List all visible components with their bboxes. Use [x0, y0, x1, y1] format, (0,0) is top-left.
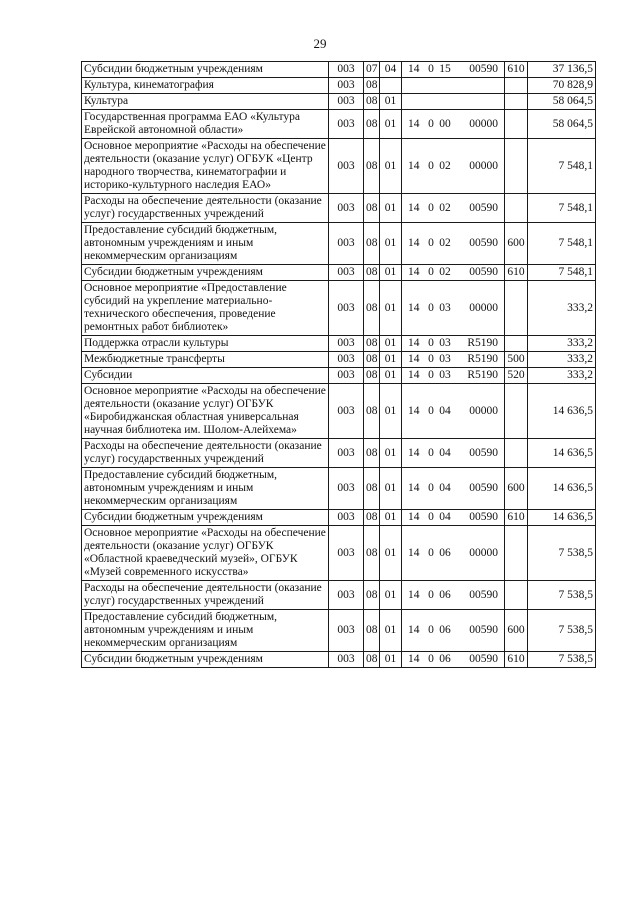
row-name-cell: Основное мероприятие «Предоставление субсидий на укрепление материально-технического обеспечения, проведение ремонтных работ библиотек» — [82, 281, 329, 336]
csr-part-p2: 0 — [428, 201, 434, 214]
csr-code — [404, 511, 502, 524]
row-gr-cell: 003 — [329, 510, 364, 526]
row-csr-cell — [402, 439, 505, 468]
row-gr-cell: 003 — [329, 439, 364, 468]
csr-part-p1: 14 — [408, 301, 420, 314]
csr-part-p4: R5190 — [467, 369, 498, 381]
row-vr-cell: 600 — [505, 610, 528, 652]
row-sum-cell: 70 828,9 — [528, 78, 596, 94]
csr-part-p3: 04 — [439, 511, 451, 523]
row-sum-cell: 14 636,5 — [528, 510, 596, 526]
table-row — [82, 94, 596, 110]
row-name-cell: Расходы на обеспечение деятельности (оказание услуг) государственных учреждений — [82, 439, 329, 468]
row-sum-cell: 7 538,5 — [528, 610, 596, 652]
csr-part-p3: 06 — [439, 624, 451, 636]
row-vr-cell — [505, 110, 528, 139]
csr-part-p1: 14 — [408, 446, 420, 459]
csr-part-p3: 06 — [439, 653, 451, 665]
csr-code — [404, 302, 502, 315]
csr-part-p2: 0 — [428, 266, 434, 278]
row-vr-cell: 610 — [505, 265, 528, 281]
csr-part-p2: 0 — [428, 446, 434, 459]
table-row — [82, 352, 596, 368]
row-sum-cell: 58 064,5 — [528, 94, 596, 110]
row-csr-cell — [402, 78, 505, 94]
csr-part-p4: 00000 — [469, 117, 498, 130]
row-sum-cell: 37 136,5 — [528, 62, 596, 78]
row-pr-cell: 01 — [380, 265, 402, 281]
csr-part-p1: 14 — [408, 117, 420, 130]
table-row — [82, 439, 596, 468]
row-vr-cell — [505, 526, 528, 581]
row-rz-cell: 08 — [364, 139, 380, 194]
row-pr-cell: 01 — [380, 352, 402, 368]
row-vr-cell — [505, 384, 528, 439]
row-vr-cell: 610 — [505, 510, 528, 526]
row-name-cell: Культура — [82, 94, 329, 110]
row-csr-cell — [402, 610, 505, 652]
row-vr-cell: 520 — [505, 368, 528, 384]
row-csr-cell — [402, 384, 505, 439]
csr-part-p2: 0 — [428, 588, 434, 601]
row-sum-cell: 333,2 — [528, 368, 596, 384]
csr-part-p4: 00590 — [469, 63, 498, 75]
row-name-cell: Предоставление субсидий бюджетным, автономным учреждениям и иным некоммерческим организациям — [82, 223, 329, 265]
table-row — [82, 281, 596, 336]
row-rz-cell: 08 — [364, 368, 380, 384]
csr-part-p2: 0 — [428, 301, 434, 314]
row-rz-cell: 08 — [364, 110, 380, 139]
row-csr-cell — [402, 581, 505, 610]
csr-code — [404, 237, 502, 250]
csr-part-p4: 00590 — [469, 237, 498, 249]
row-gr-cell: 003 — [329, 652, 364, 668]
row-rz-cell: 08 — [364, 194, 380, 223]
row-name-cell: Культура, кинематография — [82, 78, 329, 94]
csr-code — [404, 353, 502, 366]
row-gr-cell: 003 — [329, 223, 364, 265]
table-row — [82, 652, 596, 668]
csr-part-p3: 03 — [439, 369, 451, 381]
row-gr-cell: 003 — [329, 265, 364, 281]
csr-code — [404, 624, 502, 637]
csr-code — [404, 589, 502, 602]
row-rz-cell: 07 — [364, 62, 380, 78]
csr-part-p2: 0 — [428, 404, 434, 417]
row-sum-cell: 7 538,5 — [528, 526, 596, 581]
row-gr-cell: 003 — [329, 468, 364, 510]
row-csr-cell — [402, 94, 505, 110]
table-row — [82, 78, 596, 94]
table-row — [82, 510, 596, 526]
row-pr-cell: 01 — [380, 468, 402, 510]
csr-part-p4: 00590 — [469, 653, 498, 665]
row-rz-cell: 08 — [364, 336, 380, 352]
row-csr-cell — [402, 510, 505, 526]
row-csr-cell — [402, 194, 505, 223]
row-pr-cell: 01 — [380, 610, 402, 652]
row-csr-cell — [402, 223, 505, 265]
csr-part-p2: 0 — [428, 337, 434, 349]
row-sum-cell: 7 538,5 — [528, 581, 596, 610]
row-name-cell: Расходы на обеспечение деятельности (оказание услуг) государственных учреждений — [82, 194, 329, 223]
csr-part-p2: 0 — [428, 237, 434, 249]
csr-code — [404, 482, 502, 495]
row-pr-cell: 01 — [380, 194, 402, 223]
row-name-cell: Государственная программа ЕАО «Культура Еврейской автономной области» — [82, 110, 329, 139]
csr-part-p1: 14 — [408, 546, 420, 559]
csr-part-p2: 0 — [428, 624, 434, 636]
csr-code — [404, 369, 502, 382]
csr-part-p4: 00590 — [469, 588, 498, 601]
csr-part-p3: 03 — [439, 301, 451, 314]
row-rz-cell: 08 — [364, 581, 380, 610]
csr-code — [404, 160, 502, 173]
csr-part-p1: 14 — [408, 159, 420, 172]
csr-part-p2: 0 — [428, 482, 434, 494]
csr-part-p2: 0 — [428, 159, 434, 172]
row-pr-cell: 01 — [380, 510, 402, 526]
row-name-cell: Субсидии — [82, 368, 329, 384]
csr-part-p3: 06 — [439, 546, 451, 559]
row-pr-cell: 01 — [380, 139, 402, 194]
row-name-cell: Субсидии бюджетным учреждениям — [82, 510, 329, 526]
row-sum-cell: 58 064,5 — [528, 110, 596, 139]
table-row — [82, 110, 596, 139]
csr-part-p4: 00000 — [469, 159, 498, 172]
row-sum-cell: 7 548,1 — [528, 139, 596, 194]
row-gr-cell: 003 — [329, 526, 364, 581]
row-vr-cell: 600 — [505, 223, 528, 265]
csr-part-p3: 15 — [439, 63, 451, 75]
csr-part-p4: 00590 — [469, 201, 498, 214]
row-gr-cell: 003 — [329, 610, 364, 652]
csr-part-p4: 00000 — [469, 301, 498, 314]
row-vr-cell — [505, 194, 528, 223]
row-gr-cell: 003 — [329, 384, 364, 439]
csr-part-p3: 06 — [439, 588, 451, 601]
table-row — [82, 223, 596, 265]
csr-code — [404, 266, 502, 279]
row-gr-cell: 003 — [329, 336, 364, 352]
row-rz-cell: 08 — [364, 281, 380, 336]
row-sum-cell: 333,2 — [528, 281, 596, 336]
row-pr-cell: 01 — [380, 223, 402, 265]
row-pr-cell: 01 — [380, 368, 402, 384]
csr-part-p2: 0 — [428, 546, 434, 559]
row-pr-cell: 01 — [380, 384, 402, 439]
csr-part-p3: 02 — [439, 159, 451, 172]
csr-part-p3: 04 — [439, 482, 451, 494]
row-gr-cell: 003 — [329, 110, 364, 139]
row-pr-cell: 01 — [380, 526, 402, 581]
row-sum-cell: 333,2 — [528, 352, 596, 368]
row-gr-cell: 003 — [329, 281, 364, 336]
csr-part-p4: 00590 — [469, 266, 498, 278]
table-row — [82, 581, 596, 610]
table-row — [82, 384, 596, 439]
row-name-cell: Основное мероприятие «Расходы на обеспечение деятельности (оказание услуг) ОГБУК «Биробиджанская областная универсальная научная библиотека им. Шолом-Алейхема» — [82, 384, 329, 439]
row-vr-cell — [505, 439, 528, 468]
csr-part-p1: 14 — [408, 653, 420, 665]
csr-part-p4: 00590 — [469, 511, 498, 523]
table-row — [82, 139, 596, 194]
row-pr-cell: 01 — [380, 336, 402, 352]
row-csr-cell — [402, 652, 505, 668]
row-gr-cell: 003 — [329, 352, 364, 368]
row-rz-cell: 08 — [364, 265, 380, 281]
csr-part-p1: 14 — [408, 353, 420, 365]
csr-part-p3: 03 — [439, 353, 451, 365]
row-vr-cell — [505, 581, 528, 610]
csr-part-p1: 14 — [408, 624, 420, 636]
row-csr-cell — [402, 281, 505, 336]
row-name-cell: Субсидии бюджетным учреждениям — [82, 62, 329, 78]
row-name-cell: Предоставление субсидий бюджетным, автономным учреждениям и иным некоммерческим организациям — [82, 610, 329, 652]
row-rz-cell: 08 — [364, 652, 380, 668]
row-vr-cell — [505, 281, 528, 336]
row-csr-cell — [402, 265, 505, 281]
row-gr-cell: 003 — [329, 139, 364, 194]
row-vr-cell: 500 — [505, 352, 528, 368]
csr-part-p1: 14 — [408, 369, 420, 381]
row-vr-cell — [505, 94, 528, 110]
csr-code — [404, 547, 502, 560]
row-rz-cell: 08 — [364, 468, 380, 510]
row-name-cell: Расходы на обеспечение деятельности (оказание услуг) государственных учреждений — [82, 581, 329, 610]
row-pr-cell — [380, 78, 402, 94]
csr-part-p1: 14 — [408, 404, 420, 417]
csr-code — [404, 337, 502, 350]
table-row — [82, 336, 596, 352]
row-name-cell: Основное мероприятие «Расходы на обеспечение деятельности (оказание услуг) ОГБУК «Центр народного творчества, кинематографии и историко-культурного наследия ЕАО» — [82, 139, 329, 194]
csr-part-p2: 0 — [428, 369, 434, 381]
csr-part-p1: 14 — [408, 511, 420, 523]
csr-code — [404, 653, 502, 666]
budget-table — [81, 61, 596, 668]
row-vr-cell: 600 — [505, 468, 528, 510]
csr-part-p3: 00 — [439, 117, 451, 130]
csr-part-p2: 0 — [428, 653, 434, 665]
csr-part-p3: 04 — [439, 404, 451, 417]
row-csr-cell — [402, 468, 505, 510]
row-name-cell: Предоставление субсидий бюджетным, автономным учреждениям и иным некоммерческим организациям — [82, 468, 329, 510]
row-gr-cell: 003 — [329, 581, 364, 610]
row-sum-cell: 7 548,1 — [528, 223, 596, 265]
row-rz-cell: 08 — [364, 384, 380, 439]
row-name-cell: Поддержка отрасли культуры — [82, 336, 329, 352]
csr-part-p1: 14 — [408, 482, 420, 494]
csr-code — [404, 118, 502, 131]
csr-part-p4: R5190 — [467, 353, 498, 365]
row-csr-cell — [402, 352, 505, 368]
row-name-cell: Субсидии бюджетным учреждениям — [82, 652, 329, 668]
row-vr-cell: 610 — [505, 652, 528, 668]
row-rz-cell: 08 — [364, 94, 380, 110]
row-rz-cell: 08 — [364, 439, 380, 468]
row-sum-cell: 7 548,1 — [528, 194, 596, 223]
row-pr-cell: 01 — [380, 281, 402, 336]
csr-part-p2: 0 — [428, 511, 434, 523]
csr-part-p4: R5190 — [467, 337, 498, 349]
csr-part-p2: 0 — [428, 117, 434, 130]
row-gr-cell: 003 — [329, 194, 364, 223]
row-gr-cell: 003 — [329, 94, 364, 110]
table-row — [82, 468, 596, 510]
row-csr-cell — [402, 110, 505, 139]
csr-part-p4: 00000 — [469, 404, 498, 417]
csr-part-p4: 00590 — [469, 482, 498, 494]
csr-code — [404, 447, 502, 460]
row-csr-cell — [402, 62, 505, 78]
row-sum-cell: 14 636,5 — [528, 468, 596, 510]
table-row — [82, 62, 596, 78]
row-sum-cell: 14 636,5 — [528, 439, 596, 468]
csr-part-p3: 03 — [439, 337, 451, 349]
csr-part-p2: 0 — [428, 63, 434, 75]
row-sum-cell: 7 548,1 — [528, 265, 596, 281]
csr-part-p1: 14 — [408, 337, 420, 349]
row-pr-cell: 04 — [380, 62, 402, 78]
row-rz-cell: 08 — [364, 223, 380, 265]
row-pr-cell: 01 — [380, 581, 402, 610]
row-csr-cell — [402, 139, 505, 194]
row-gr-cell: 003 — [329, 368, 364, 384]
csr-part-p4: 00590 — [469, 446, 498, 459]
row-rz-cell: 08 — [364, 352, 380, 368]
table-row — [82, 610, 596, 652]
csr-part-p2: 0 — [428, 353, 434, 365]
csr-code — [404, 63, 502, 76]
row-sum-cell: 7 538,5 — [528, 652, 596, 668]
row-pr-cell: 01 — [380, 652, 402, 668]
csr-part-p3: 02 — [439, 266, 451, 278]
csr-part-p4: 00000 — [469, 546, 498, 559]
csr-code — [404, 405, 502, 418]
table-row — [82, 265, 596, 281]
row-gr-cell: 003 — [329, 62, 364, 78]
csr-part-p1: 14 — [408, 237, 420, 249]
row-name-cell: Межбюджетные трансферты — [82, 352, 329, 368]
table-row — [82, 194, 596, 223]
csr-part-p1: 14 — [408, 266, 420, 278]
row-gr-cell: 003 — [329, 78, 364, 94]
csr-code — [404, 202, 502, 215]
page-number: 29 — [313, 36, 327, 51]
row-rz-cell: 08 — [364, 610, 380, 652]
csr-part-p1: 14 — [408, 201, 420, 214]
row-vr-cell — [505, 78, 528, 94]
row-sum-cell: 333,2 — [528, 336, 596, 352]
row-vr-cell — [505, 139, 528, 194]
row-name-cell: Субсидии бюджетным учреждениям — [82, 265, 329, 281]
row-pr-cell: 01 — [380, 110, 402, 139]
row-rz-cell: 08 — [364, 510, 380, 526]
csr-part-p4: 00590 — [469, 624, 498, 636]
row-csr-cell — [402, 526, 505, 581]
row-csr-cell — [402, 368, 505, 384]
csr-part-p1: 14 — [408, 588, 420, 601]
csr-part-p1: 14 — [408, 63, 420, 75]
row-pr-cell: 01 — [380, 439, 402, 468]
row-csr-cell — [402, 336, 505, 352]
row-name-cell: Основное мероприятие «Расходы на обеспечение деятельности (оказание услуг) ОГБУК «Областной краеведческий музей», ОГБУК «Музей современного искусства» — [82, 526, 329, 581]
row-vr-cell: 610 — [505, 62, 528, 78]
row-pr-cell: 01 — [380, 94, 402, 110]
csr-part-p3: 02 — [439, 201, 451, 214]
row-rz-cell: 08 — [364, 526, 380, 581]
table-row — [82, 526, 596, 581]
table-row — [82, 368, 596, 384]
row-sum-cell: 14 636,5 — [528, 384, 596, 439]
csr-part-p3: 04 — [439, 446, 451, 459]
csr-part-p3: 02 — [439, 237, 451, 249]
row-rz-cell: 08 — [364, 78, 380, 94]
row-vr-cell — [505, 336, 528, 352]
